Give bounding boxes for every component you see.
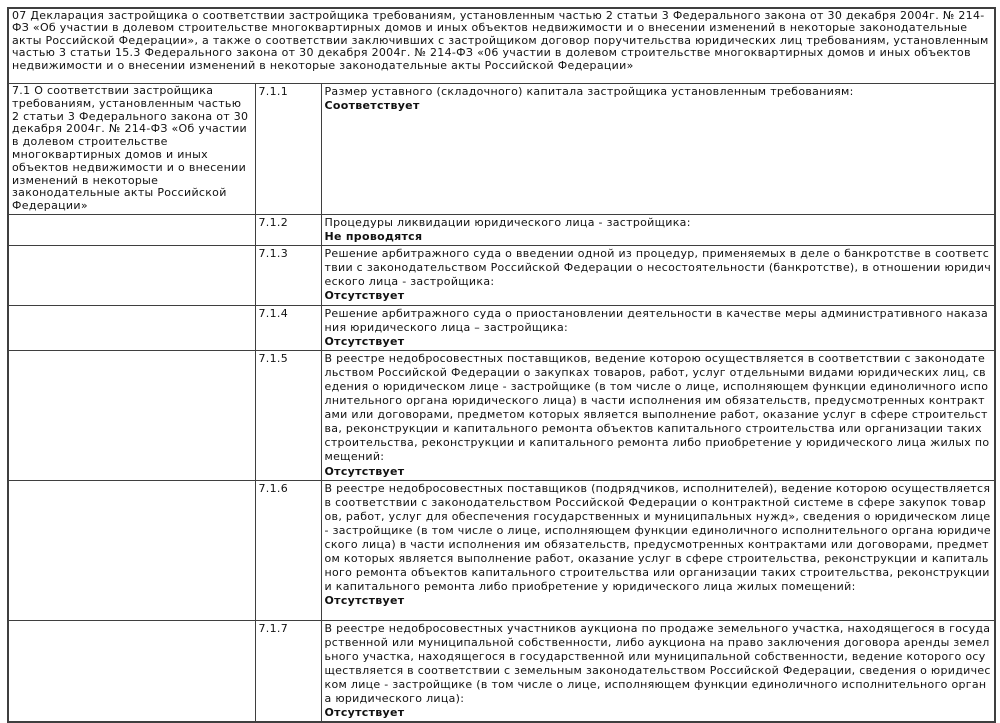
row-number-7-1-3: 7.1.3 xyxy=(255,246,321,305)
table-header-row xyxy=(8,8,995,84)
requirement-status: Отсутствует xyxy=(324,464,405,478)
section-label-empty-cell xyxy=(8,305,255,350)
requirement-text: Решение арбитражного суда о приостановлении деятельности в качестве меры административного наказания юридического лица – застройщика: xyxy=(324,306,989,334)
section-7-1-label: 7.1 О соответствии застройщика требованиям, установленным частью 2 статьи 3 Федерального закона от 30 декабря 2004г. № 214-ФЗ «Об участии в долевом строительстве многоквартирных домов и иных объектов недвижимости и о внесении изменений в некоторые законодательные акты Российской Федерации» xyxy=(8,84,255,215)
row-number-7-1-6: 7.1.6 xyxy=(255,480,321,620)
section-label-empty-cell xyxy=(8,480,255,620)
section-label-empty-cell xyxy=(8,350,255,480)
requirement-status: Отсутствует xyxy=(324,289,405,303)
requirement-text: В реестре недобросовестных поставщиков, ведение которою осуществляется в соответствии с законодательством Российской Федерации о закупках товаров, работ, услуг отдельными видами юридических лиц, сведения о юридическом лице - застройщике (в том числе о лице, исполняющем функции единоличного исполнительного органа юридического лица) в части исполнения им обязательств, предусмотренных контрактами или договорами, предметом которых является выполнение работ, оказание услуг в сфере строительства, реконструкции и капитального ремонта объектов капитального строительства или организации таких строительства, реконструкции и капитального ремонта либо приобретение у юридического лица жилых помещений: xyxy=(324,351,990,464)
document-title: 07 Декларация застройщика о соответствии застройщика требованиям, установленным частью 2 статьи 3 Федерального закона от 30 декабря 2004г. № 214-ФЗ «Об участии в долевом строительстве многоквартирных домов и иных объектов недвижимости и о внесении изменений в некоторые законодательные акты Российской Федерации», а также о соответствии заключивших с застройщиком договор поручительства юридических лиц требованиям, установленным частью 3 статьи 15.3 Федерального закона от 30 декабря 2004г. № 214-ФЗ «06 участии в долевом строительстве многоквартирных домов и иных объектов недвижимости и о внесении изменений в некоторые законодательные акты Российской Федерации» xyxy=(8,8,995,84)
row-number-7-1-7: 7.1.7 xyxy=(255,620,321,722)
table-row xyxy=(8,350,995,480)
section-label-empty-cell xyxy=(8,214,255,245)
row-number-7-1-1: 7.1.1 xyxy=(255,84,321,215)
requirement-cell-7-1-2 xyxy=(321,214,995,245)
requirement-text: Размер уставного (складочного) капитала застройщика установленным требованиям: xyxy=(324,85,854,98)
requirement-cell-7-1-5 xyxy=(321,350,995,480)
table-row xyxy=(8,214,995,245)
section-label-empty-cell xyxy=(8,246,255,305)
requirement-text: Процедуры ликвидации юридического лица - застройщика: xyxy=(324,215,691,229)
row-number-7-1-2: 7.1.2 xyxy=(255,214,321,245)
requirement-cell-7-1-3 xyxy=(321,246,995,305)
table-row xyxy=(8,480,995,620)
declaration-table xyxy=(7,7,996,723)
requirement-text: Решение арбитражного суда о введении одной из процедур, применяемых в деле о банкротстве в соответствии с законодательством Российской Федерации о несостоятельности (банкротстве), в отношении юридического лица - застройщика: xyxy=(324,247,991,289)
requirement-text: В реестре недобросовестных участников аукциона по продаже земельного участка, находящегося в государственной или муниципальной собственности, либо аукциона на право заключения договора аренды земельного участка, находящегося в государственной или муниципальной собственности, ведение которого осуществляется в соответствии с земельным законодательством Российской Федерации, сведения о юридическом лице - застройщике (в том числе о лице, исполняющем функции единоличного исполнительного органа юридического лица): xyxy=(324,621,991,706)
requirement-cell-7-1-6 xyxy=(321,480,995,620)
requirement-cell-7-1-4 xyxy=(321,305,995,350)
row-number-7-1-4: 7.1.4 xyxy=(255,305,321,350)
table-row xyxy=(8,84,995,215)
requirement-cell-7-1-1 xyxy=(321,84,995,215)
requirement-status: Отсутствует xyxy=(324,334,405,348)
requirement-text: В реестре недобросовестных поставщиков (подрядчиков, исполнителей), ведение которою осуществляется в соответствии с законодательством Российской Федерации о контрактной системе в сфере закупок товаров, работ, услуг для обеспечения государственных и муниципальных нужд», сведения о юридическом лице - застройщике (в том числе о лице, исполняющем функции единоличного исполнительного органа юридического лица) в части исполнения им обязательств, предусмотренных контрактами или договорами, предметом которых является выполнение работ, оказание услуг в сфере строительства, реконструкции и капитального ремонта объектов капитального строительства или организации таких строительства, реконструкции и капитального ремонта либо приобретение у юридического лица жилых помещений: xyxy=(324,481,991,594)
requirement-status: Не проводятся xyxy=(324,230,423,244)
table-row xyxy=(8,305,995,350)
table-row xyxy=(8,246,995,305)
document-page xyxy=(7,7,994,723)
row-number-7-1-5: 7.1.5 xyxy=(255,350,321,480)
requirement-status: Отсутствует xyxy=(324,706,405,720)
requirement-status: Соответствует xyxy=(324,99,420,113)
requirement-status: Отсутствует xyxy=(324,594,405,608)
